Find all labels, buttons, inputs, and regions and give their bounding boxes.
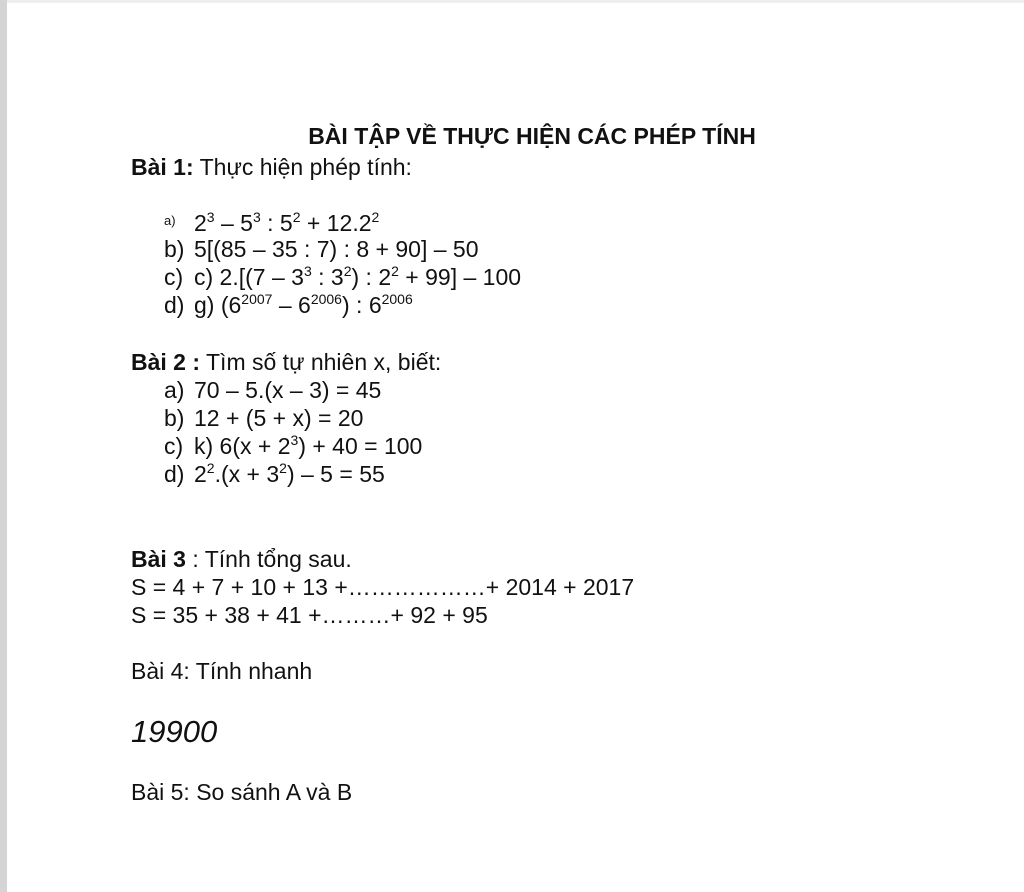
bai3-text: : Tính tổng sau. bbox=[185, 546, 352, 572]
list-marker: c) bbox=[164, 433, 184, 459]
bai1-item-a: a) $2^3 - 5^3$ : $5^2 + 12.2^2$ bbox=[164, 209, 380, 236]
bai3-label: Bài 3 bbox=[131, 546, 186, 572]
bai2-label: Bài 2 : bbox=[131, 349, 201, 375]
bai2-text: Tìm số tự nhiên x, biết: bbox=[200, 349, 442, 375]
bai1-text: Thực hiện phép tính: bbox=[193, 154, 412, 180]
bai1-item-d: d) g) $(6^{2007} - 6^{2006})$ : $6^{2006}$ bbox=[164, 291, 413, 318]
bai1-item-c: c) c) $2.[(7 - 3^3$ : $3^2$) : $2^2 + 99] - 100$ bbox=[164, 263, 522, 290]
bai2-item-b: b) 12 + (5 + x) = 20 bbox=[164, 405, 364, 431]
bai5-heading: Bài 5: So sánh A và B bbox=[131, 779, 353, 805]
bai4-heading: Bài 4: Tính nhanh bbox=[131, 658, 313, 684]
document-title: BÀI TẬP VỀ THỰC HIỆN CÁC PHÉP TÍNH bbox=[308, 123, 756, 149]
list-marker: d) bbox=[164, 461, 185, 487]
bai1-label: Bài 1: bbox=[131, 154, 194, 180]
bai1-item-b: b) 5[(85 – 35 : 7) : 8 + 90] – 50 bbox=[164, 236, 479, 262]
list-marker: a) bbox=[164, 213, 176, 228]
bai2-item-c: c) k) $6(x + 2^3) + 40 = 100$ bbox=[164, 432, 423, 459]
list-marker: b) bbox=[164, 236, 185, 262]
bai2-item-a: a) 70 – 5.(x – 3) = 45 bbox=[164, 377, 382, 403]
bai3-heading bbox=[131, 545, 352, 573]
bai2-item-d: d) $2^2.(x + 3^2) - 5 = 55$ bbox=[164, 460, 385, 487]
bai3-line2: S = 35 + 38 + 41 +………+ 92 + 95 bbox=[131, 602, 488, 628]
list-marker: a) bbox=[164, 377, 185, 403]
list-marker: d) bbox=[164, 292, 185, 318]
bai1-heading bbox=[131, 153, 412, 181]
bai3-line1: S = 4 + 7 + 10 + 13 +………………+ 2014 + 2017 bbox=[131, 574, 635, 600]
list-marker: b) bbox=[164, 405, 185, 431]
list-marker: c) bbox=[164, 264, 184, 290]
bai2-heading bbox=[131, 348, 441, 376]
handwritten-answer: 19900 bbox=[131, 714, 218, 749]
